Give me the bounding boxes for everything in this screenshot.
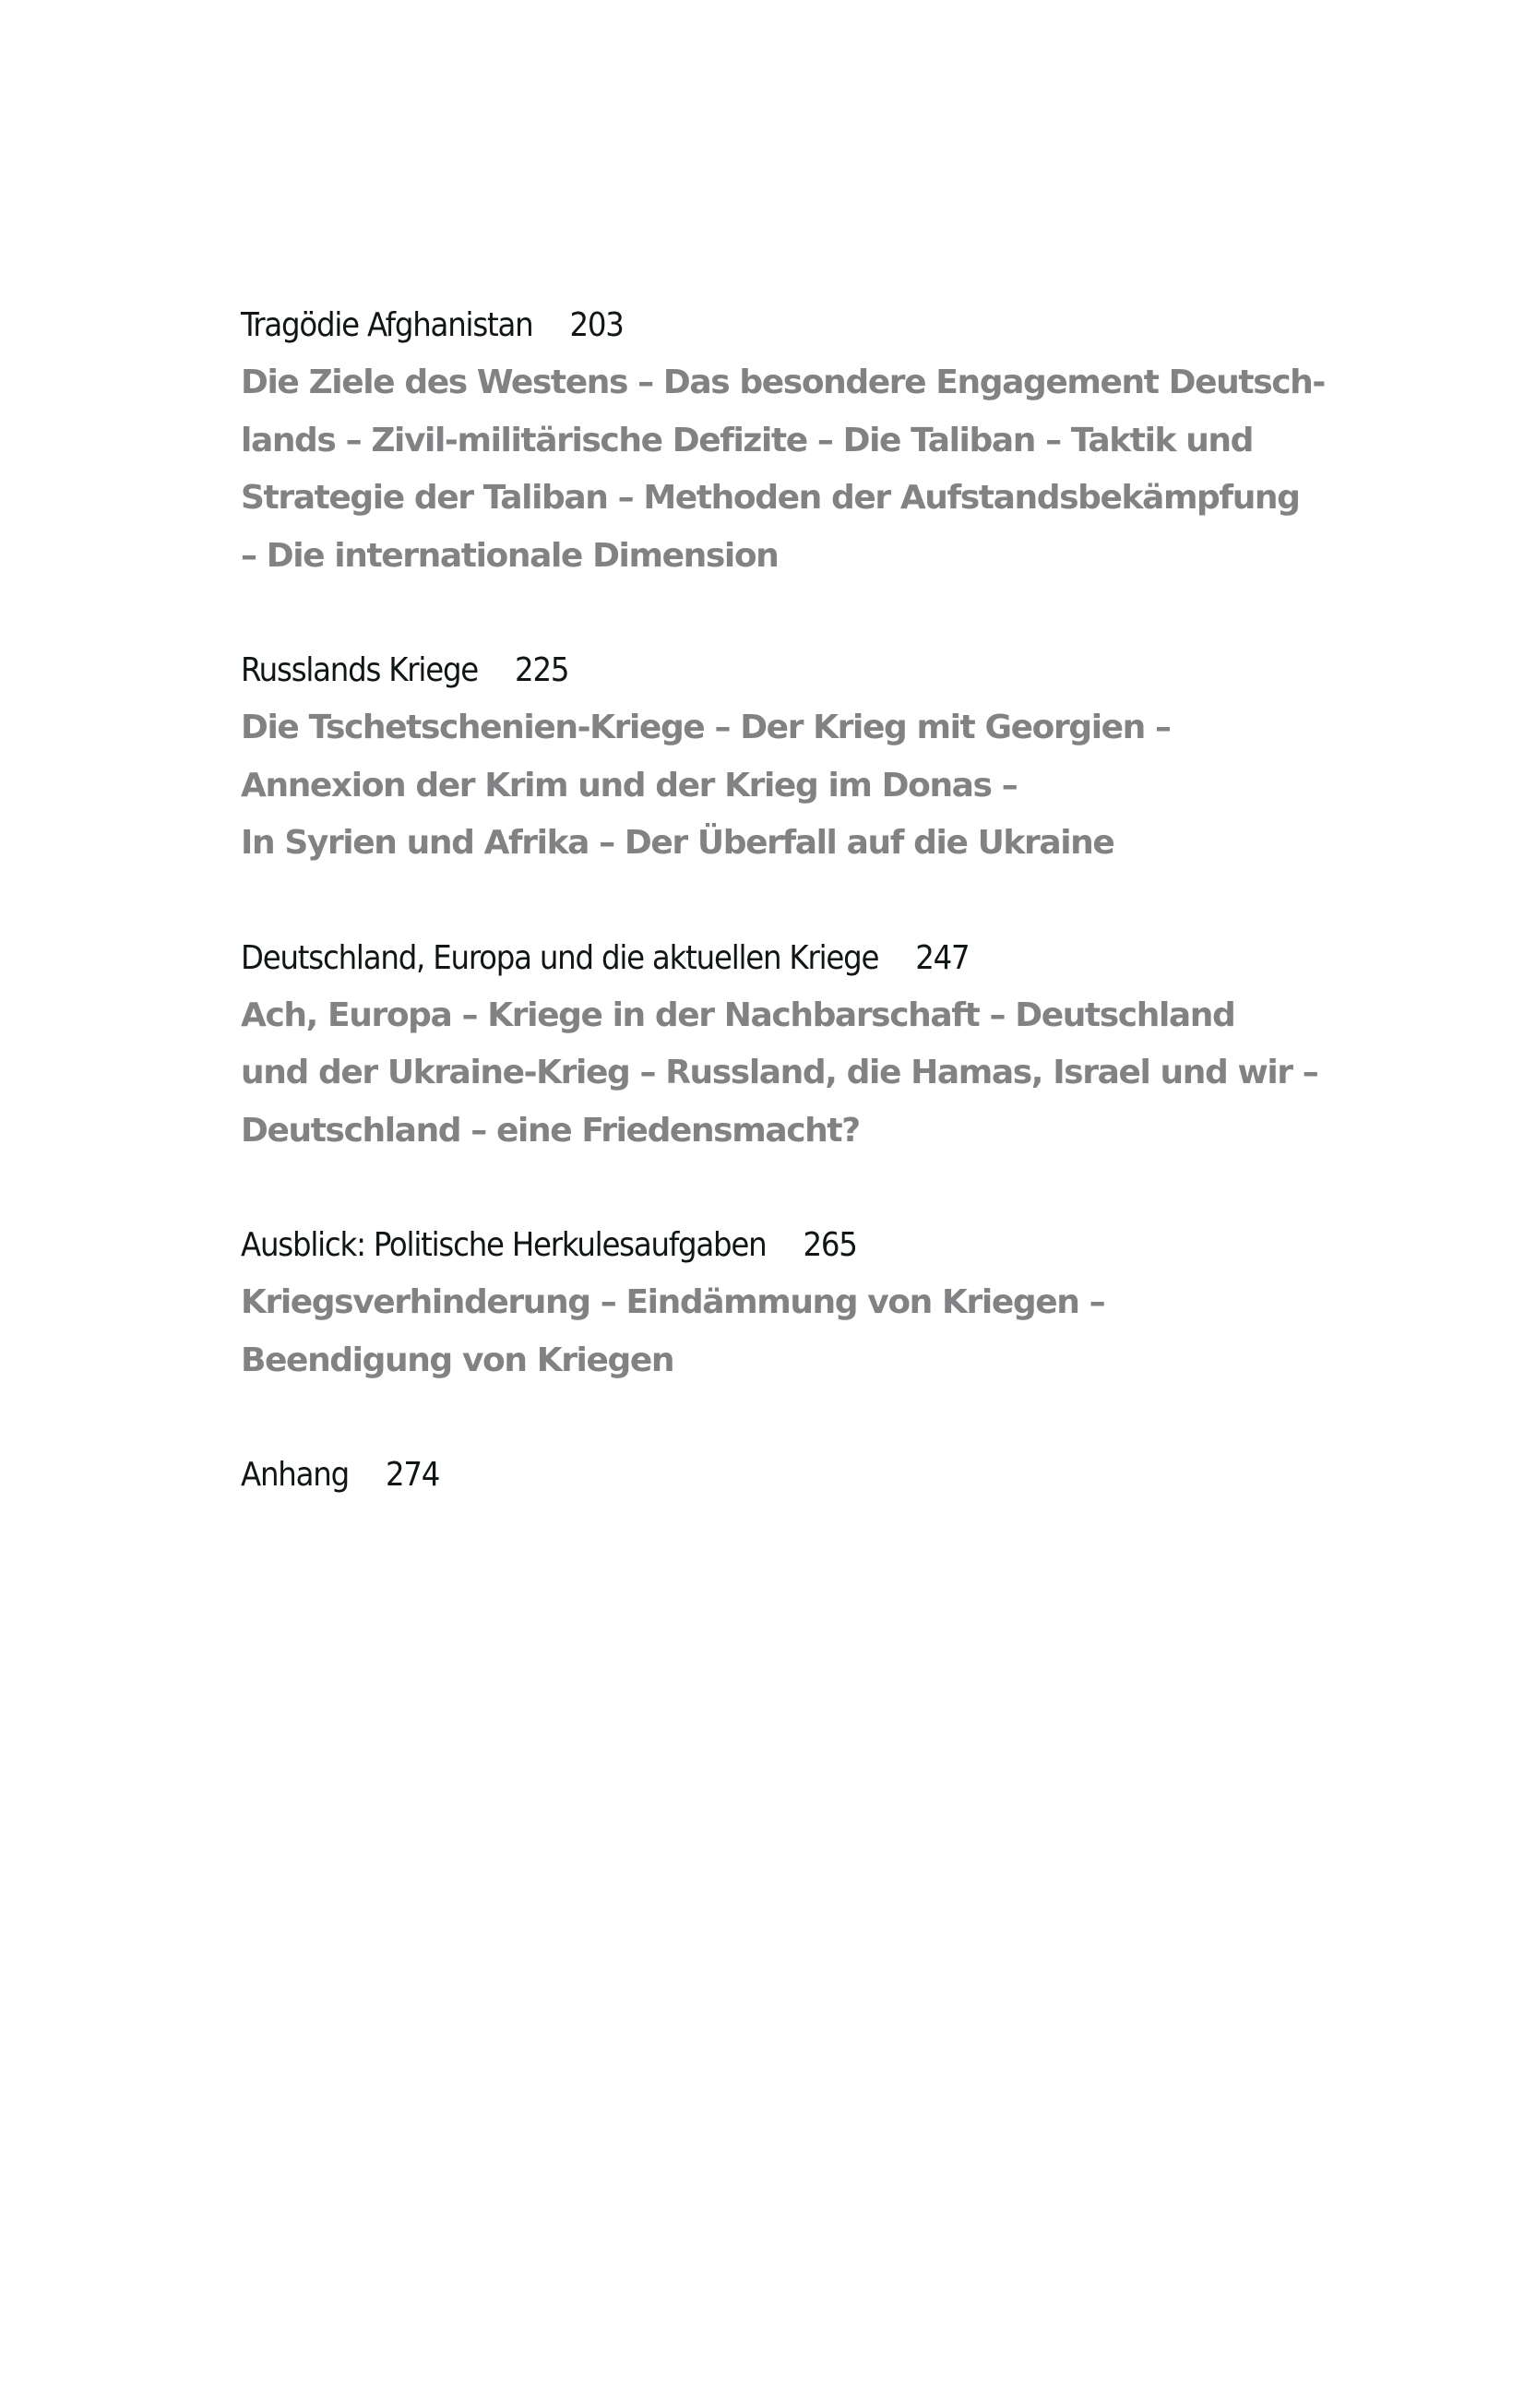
toc-entry-title: Deutschland, Europa und die aktuellen Kriege <box>241 938 879 977</box>
entry-spacer <box>241 585 1302 642</box>
description-line: Ach, Europa – Kriege in der Nachbarschaft – Deutschland <box>241 995 1235 1034</box>
toc-entry-page-number: 247 <box>915 938 970 977</box>
description-line: Die Tschetschenien-Kriege – Der Krieg mit Georgien – <box>241 709 1171 746</box>
description-line: Deutschland – eine Friedensmacht? <box>241 1111 860 1150</box>
description-line: Die Ziele des Westens – Das besondere Engagement Deutsch- <box>241 364 1325 401</box>
description-line: In Syrien und Afrika – Der Überfall auf die Ukraine <box>241 824 1114 862</box>
toc-entry-title: Anhang <box>241 1456 349 1494</box>
toc-entry-title: Russlands Kriege <box>241 651 479 689</box>
toc-entry-afghanistan <box>241 297 1325 585</box>
toc-entry-heading[interactable] <box>241 642 1302 699</box>
toc-entry-description <box>241 354 1325 585</box>
toc-entry-title: Tragödie Afghanistan <box>241 306 533 344</box>
toc-entry-page-number: 274 <box>385 1456 440 1494</box>
description-line: Annexion der Krim und der Krieg im Donas – <box>241 766 1018 805</box>
description-line: – Die internationale Dimension <box>241 536 779 575</box>
toc-entry-page-number: 265 <box>803 1226 857 1264</box>
toc-entry-russland <box>241 642 1302 873</box>
toc-entry-deutschland-europa <box>241 930 1318 1161</box>
description-line: lands – Zivil-militärische Defizite – Die Taliban – Taktik und <box>241 421 1254 459</box>
toc-entry-ausblick <box>241 1217 1302 1389</box>
description-line: und der Ukraine-Krieg – Russland, die Hamas, Israel und wir – <box>241 1054 1318 1091</box>
toc-entry-description <box>241 987 1318 1161</box>
entry-spacer <box>241 1389 1302 1447</box>
toc-entry-heading[interactable] <box>241 930 1302 987</box>
toc-entry-page-number: 203 <box>569 306 624 344</box>
description-line: Kriegsverhinderung – Eindämmung von Kriegen – <box>241 1283 1105 1321</box>
toc-entry-description <box>241 1274 1302 1389</box>
description-line: Beendigung von Kriegen <box>241 1341 674 1379</box>
toc-entry-title: Ausblick: Politische Herkulesaufgaben <box>241 1226 767 1264</box>
toc-entry-heading[interactable] <box>241 1217 1302 1274</box>
table-of-contents <box>241 297 1325 1504</box>
toc-entry-heading[interactable] <box>241 297 1302 354</box>
entry-spacer <box>241 1160 1302 1217</box>
toc-entry-heading[interactable] <box>241 1447 1302 1504</box>
toc-entry-description <box>241 699 1302 873</box>
description-line: Strategie der Taliban – Methoden der Aufstandsbekämpfung <box>241 479 1300 517</box>
toc-entry-anhang <box>241 1447 1302 1504</box>
entry-spacer <box>241 873 1302 930</box>
toc-entry-page-number: 225 <box>515 651 569 689</box>
